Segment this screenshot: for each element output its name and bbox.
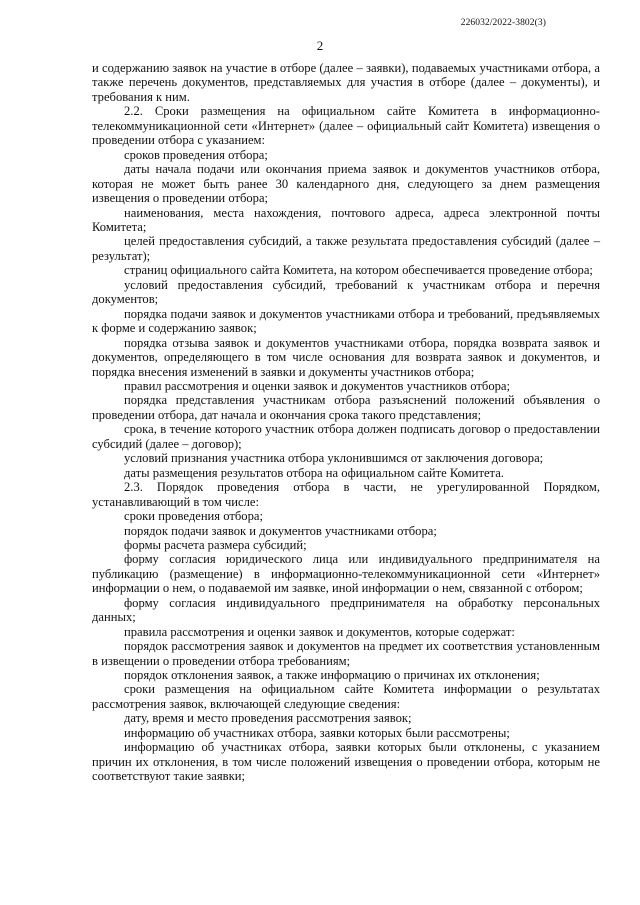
paragraph: порядка подачи заявок и документов участниками отбора и требований, предъявляемых к форме и содержанию заявок; — [92, 306, 600, 336]
paragraph: даты размещения результатов отбора на официальном сайте Комитета. — [124, 465, 504, 480]
paragraph: наименования, места нахождения, почтового адреса, адреса электронной почты Комитета; — [92, 205, 600, 234]
paragraph: правила рассмотрения и оценки заявок и документов, которые содержат: — [124, 624, 515, 639]
paragraph: сроков проведения отбора; — [124, 147, 268, 162]
paragraph: порядок подачи заявок и документов участниками отбора; — [124, 523, 437, 538]
page-number: 2 — [316, 38, 324, 53]
document-number: 226032/2022-3802(3) — [460, 18, 546, 28]
paragraph: порядка представления участникам отбора разъяснений положений объявления о проведении отбора, дат начала и окончания срока такого представления; — [92, 393, 600, 422]
paragraph: целей предоставления субсидий, а также результата предоставления субсидий (далее – результат); — [92, 234, 600, 263]
paragraph: даты начала подачи или окончания приема заявок и документов участников отбора, которая не может быть ранее 30 календарного дня, следующего за днем размещения извещения о проведении отбора; — [92, 162, 600, 206]
paragraph: порядок отклонения заявок, а также информацию о причинах их отклонения; — [124, 668, 540, 683]
paragraph: 2.2. Сроки размещения на официальном сайте Комитета в информационно-телекоммуникационной сети «Интернет» (далее – официальный сайт Комитета) извещения о проведении отбора с указанием: — [92, 104, 600, 148]
paragraph: правил рассмотрения и оценки заявок и документов участников отбора; — [124, 378, 510, 393]
paragraph: условий предоставления субсидий, требований к участникам отбора и перечня документов; — [92, 277, 600, 307]
paragraph: условий признания участника отбора уклонившимся от заключения договора; — [124, 451, 544, 466]
paragraph: формы расчета размера субсидий; — [124, 537, 307, 552]
paragraph: порядка отзыва заявок и документов участниками отбора, порядка возврата заявок и документов, определяющего в том числе основания для возврата заявок и документов, и порядка внесения изменений в заявки и документы участников отбора; — [92, 335, 600, 379]
paragraph: форму согласия индивидуального предпринимателя на обработку персональных данных; — [92, 595, 600, 625]
paragraph: страниц официального сайта Комитета, на котором обеспечивается проведение отбора; — [124, 263, 593, 278]
paragraph-continuation: и содержанию заявок на участие в отборе (далее – заявки), подаваемых участниками отбора, а также перечень документов, представляемых для участия в отборе (далее – документы), и требования к ним. — [92, 61, 600, 104]
document-body — [92, 61, 600, 784]
paragraph: сроки проведения отбора; — [124, 509, 263, 524]
paragraph: сроки размещения на официальном сайте Комитета информации о результатах рассмотрения заявок, включающей следующие сведения: — [92, 682, 600, 711]
paragraph: информацию об участниках отбора, заявки которых были отклонены, с указанием причин их отклонения, в том числе положений извещения о проведении отбора, которым не соответствуют такие заявки; — [92, 740, 600, 784]
paragraph: информацию об участниках отбора, заявки которых были рассмотрены; — [124, 725, 510, 740]
paragraph: дату, время и место проведения рассмотрения заявок; — [124, 711, 412, 726]
paragraph: 2.3. Порядок проведения отбора в части, не урегулированной Порядком, устанавливающий в том числе: — [92, 480, 600, 509]
paragraph: форму согласия юридического лица или индивидуального предпринимателя на публикацию (размещение) в информационно-телекоммуникационной сети «Интернет» информации о нем, о подаваемой им заявке, иной информации о нем, связанной с отбором; — [92, 552, 600, 596]
paragraph: порядок рассмотрения заявок и документов на предмет их соответствия установленным в извещении о проведении отбора требованиям; — [92, 639, 600, 668]
paragraph: срока, в течение которого участник отбора должен подписать договор о предоставлении субсидий (далее – договор); — [92, 422, 600, 451]
